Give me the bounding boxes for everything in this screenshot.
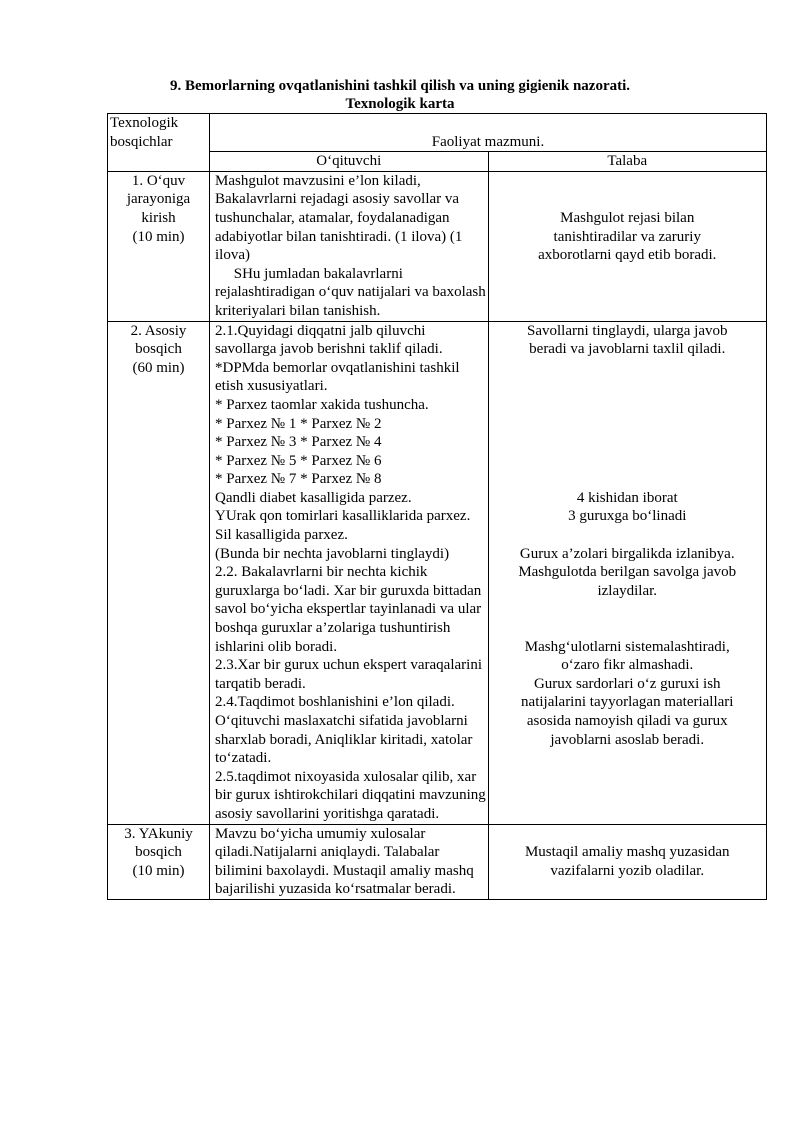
table-row xyxy=(108,171,767,321)
teacher-line: Bakalavrlarni rejadagi asosiy savollar va xyxy=(215,191,460,208)
student-line: Gurux sardorlari o‘z guruxi ish xyxy=(533,675,721,692)
student-line: asosida namoyish qiladi va gurux xyxy=(526,713,728,729)
teacher-line: savollarga javob berishni taklif qiladi. xyxy=(215,341,443,358)
teacher-line: boshqa guruxlar a’zolariga tushuntirish xyxy=(215,620,451,637)
teacher-cell xyxy=(210,171,489,321)
document-subtitle: Texnologik karta xyxy=(345,96,455,112)
student-line: 3 guruxga bo‘linadi xyxy=(568,508,687,525)
student-line: Gurux a’zolari birgalikda izlanibya. xyxy=(519,545,735,562)
teacher-line: SHu jumladan bakalavrlarni xyxy=(215,265,403,282)
header-stages xyxy=(108,114,210,172)
spacer xyxy=(494,359,762,378)
stage-line: 2. Asosiy xyxy=(130,322,187,339)
teacher-line: 2.3.Xar bir gurux uchun ekspert varaqalarini xyxy=(215,657,482,674)
header-activity: Faoliyat mazmuni. xyxy=(210,114,767,152)
teacher-line: Mashgulot mavzusini e’lon kiladi, xyxy=(215,172,421,189)
spacer xyxy=(494,415,762,434)
student-line: axborotlarni qayd etib boradi. xyxy=(538,247,717,264)
spacer xyxy=(494,526,762,545)
technology-map-table xyxy=(107,113,767,900)
student-line: vazifalarni yozib oladilar. xyxy=(550,862,705,879)
teacher-line: 2.1.Quyidagi diqqatni jalb qiluvchi xyxy=(215,322,426,339)
stage-cell xyxy=(108,171,210,321)
teacher-line: tushunchalar, atamalar, foydalanadigan xyxy=(215,209,450,226)
teacher-line: 2.5.taqdimot nixoyasida xulosalar qilib, xar xyxy=(215,768,477,785)
stage-line: 1. O‘quv xyxy=(131,172,186,189)
stage-line: (10 min) xyxy=(132,228,185,245)
teacher-line: qiladi.Natijalarni aniqlaydi. Talabalar xyxy=(215,844,440,861)
student-line: javoblarni asoslab beradi. xyxy=(550,731,705,748)
teacher-line: asosiy savollarini yoritishga qaratadi. xyxy=(215,805,440,822)
stage-line: bosqich xyxy=(135,844,182,861)
teacher-line: Mavzu bo‘yicha umumiy xulosalar xyxy=(215,825,426,842)
teacher-line: ishlarini olib boradi. xyxy=(215,638,338,655)
student-cell xyxy=(488,171,767,321)
spacer xyxy=(494,825,762,844)
header-student: Talaba xyxy=(488,152,767,172)
table-row xyxy=(108,824,767,899)
teacher-cell xyxy=(210,321,489,824)
student-line: Mashgulot rejasi bilan xyxy=(560,209,695,226)
document-title: 9. Bemorlarning ovqatlanishini tashkil qilish va uning gigienik nazorati. xyxy=(169,78,631,94)
stage-line: jarayoniga xyxy=(126,191,191,208)
student-line: tanishtiradilar va zaruriy xyxy=(553,228,701,245)
teacher-line: etish xususiyatlari. xyxy=(215,378,328,395)
teacher-line: * Parxez № 5 * Parxez № 6 xyxy=(215,452,382,469)
student-line: Savollarni tinglaydi, ularga javob xyxy=(526,322,728,339)
teacher-line: YUrak qon tomirlari kasalliklarida parxez. xyxy=(215,508,471,525)
spacer xyxy=(494,377,762,396)
teacher-line: 2.2. Bakalavrlarni bir nechta kichik xyxy=(215,564,428,581)
teacher-line: * Parxez № 1 * Parxez № 2 xyxy=(215,415,382,432)
stage-line: kirish xyxy=(141,209,176,226)
student-line: beradi va javoblarni taxlil qiladi. xyxy=(529,341,726,358)
spacer xyxy=(494,452,762,471)
teacher-line: * Parxez taomlar xakida tushuncha. xyxy=(215,396,429,413)
student-cell xyxy=(488,824,767,899)
student-line: Mashgulotda berilgan savolga javob xyxy=(518,564,737,581)
table-header-row xyxy=(108,114,767,152)
student-cell xyxy=(488,321,767,824)
student-line: natijalarini tayyorlagan materiallari xyxy=(521,694,734,711)
teacher-line: sharxlab boradi, Aniqliklar kiritadi, xatolar xyxy=(215,731,473,748)
spacer xyxy=(494,190,762,209)
teacher-line: bir gurux ishtirokchilari diqqatini mavzuning xyxy=(215,787,486,804)
teacher-line: *DPMda bemorlar ovqatlanishini tashkil xyxy=(215,359,460,376)
teacher-line: kriteriyalari bilan tanishish. xyxy=(215,302,381,319)
teacher-line: ilova) xyxy=(215,247,250,264)
header-stages-line: Texnologik xyxy=(110,115,179,131)
teacher-line: rejalashtiradigan o‘quv natijalari va baxolash xyxy=(215,284,486,301)
teacher-line: to‘zatadi. xyxy=(215,750,272,767)
student-line: 4 kishidan iborat xyxy=(576,489,678,506)
teacher-cell xyxy=(210,824,489,899)
stage-line: (10 min) xyxy=(132,862,185,879)
spacer xyxy=(494,172,762,191)
header-stages-line: bosqichlar xyxy=(110,133,173,150)
spacer xyxy=(494,433,762,452)
teacher-line: * Parxez № 7 * Parxez № 8 xyxy=(215,471,382,488)
stage-cell xyxy=(108,824,210,899)
teacher-line: tarqatib beradi. xyxy=(215,675,306,692)
spacer xyxy=(494,470,762,489)
stage-line: 3. YAkuniy xyxy=(124,825,193,842)
header-teacher: O‘qituvchi xyxy=(210,152,489,172)
teacher-line: bajarilishi yuzasida ko‘rsatmalar beradi. xyxy=(215,881,456,898)
teacher-line: Qandli diabet kasalligida parzez. xyxy=(215,489,412,506)
student-line: Mashg‘ulotlarni sistemalashtiradi, xyxy=(524,638,730,655)
student-line: izlaydilar. xyxy=(597,582,658,599)
teacher-line: 2.4.Taqdimot boshlanishini e’lon qiladi. xyxy=(215,694,455,711)
teacher-line: bilimini baxolaydi. Mustaqil amaliy mashq xyxy=(215,862,474,879)
stage-line: bosqich xyxy=(135,341,182,358)
teacher-line: guruxlarga bo‘ladi. Xar bir guruxda bittadan xyxy=(215,582,482,599)
stage-cell xyxy=(108,321,210,824)
spacer xyxy=(494,600,762,619)
teacher-line: * Parxez № 3 * Parxez № 4 xyxy=(215,434,382,451)
teacher-line: Sil kasalligida parxez. xyxy=(215,527,348,544)
teacher-line: (Bunda bir nechta javoblarni tinglaydi) xyxy=(215,545,450,562)
student-line: Mustaqil amaliy mashq yuzasidan xyxy=(524,844,730,861)
teacher-line: savol bo‘yicha ekspertlar tayinlanadi va ular xyxy=(215,601,482,618)
student-line: o‘zaro fikr almashadi. xyxy=(561,657,694,674)
teacher-line: O‘qituvchi maslaxatchi sifatida javoblarni xyxy=(215,713,468,729)
table-row xyxy=(108,321,767,824)
spacer xyxy=(494,396,762,415)
teacher-line: adabiyotlar bilan tanishtiradi. (1 ilova) (1 xyxy=(215,228,463,245)
spacer xyxy=(494,619,762,638)
stage-line: (60 min) xyxy=(132,359,185,376)
